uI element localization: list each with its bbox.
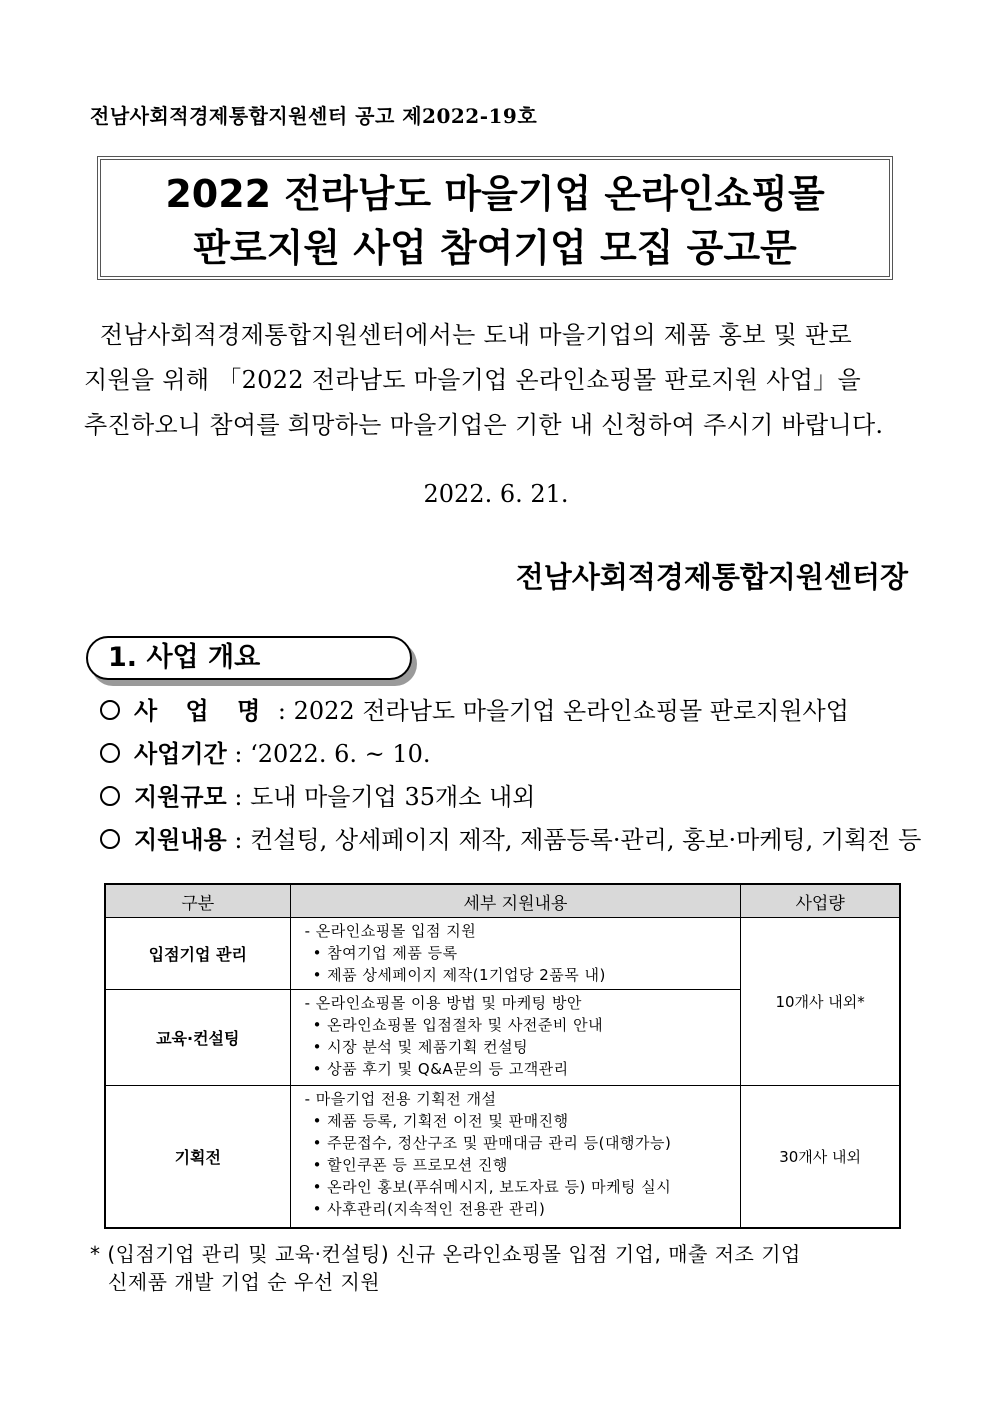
header-amount: 사업량 [741,884,900,918]
footnote [90,1240,910,1296]
detail-line: • 주문접수, 정산구조 및 판매대금 관리 등(대행가능) [312,1134,672,1152]
row-category: 교육·컨설팅 [105,990,290,1086]
intro-line-3: 추진하오니 참여를 희망하는 마을기업은 기한 내 신청하여 주시기 바랍니다. [84,411,884,439]
detail-line: • 제품 등록, 기획전 이전 및 판매진행 [312,1112,569,1130]
overview-key: 사업기간 [134,740,227,768]
row-details [290,990,741,1086]
intro-paragraph [84,313,910,448]
detail-line: • 시장 분석 및 제품기획 컨설팅 [312,1038,529,1056]
overview-key: 지원규모 [134,783,227,811]
overview-value: : 도내 마을기업 35개소 내외 [234,783,536,811]
intro-line-1-text: 전남사회적경제통합지원센터에서는 도내 마을기업의 제품 홍보 및 판로 [99,321,852,349]
detail-line: - 온라인쇼핑몰 입점 지원 [304,922,477,940]
row-category: 기획전 [105,1086,290,1228]
announcement-date: 2022. 6. 21. [423,480,569,508]
detail-line: • 온라인쇼핑몰 입점절차 및 사전준비 안내 [312,1016,604,1034]
overview-item-content [100,819,922,862]
issuer-name: 전남사회적경제통합지원센터장 [515,560,908,594]
row-amount: 30개사 내외 [741,1086,900,1228]
overview-list [100,690,922,862]
row-category: 입점기업 관리 [105,918,290,990]
overview-item-period [100,733,910,776]
detail-line: • 할인쿠폰 등 프로모션 진행 [312,1156,508,1174]
overview-key: 사 업 명 [134,697,271,725]
table-row [105,918,900,990]
detail-line: • 온라인 홍보(푸쉬메시지, 보도자료 등) 마케팅 실시 [312,1178,672,1196]
table-row [105,1086,900,1228]
document-title [97,156,893,280]
announcement-number: 전남사회적경제통합지원센터 공고 제2022-19호 [90,104,538,128]
circle-bullet-icon [100,700,120,720]
overview-value: : ‘2022. 6. ~ 10. [234,740,431,768]
overview-item-scale [100,776,910,819]
circle-bullet-icon [100,829,120,849]
row-amount: 10개사 내외* [741,918,900,1086]
row-details [290,918,741,990]
footnote-line-2: 신제품 개발 기업 순 우선 지원 [108,1270,381,1294]
header-details: 세부 지원내용 [290,884,741,918]
detail-line: - 마을기업 전용 기획전 개설 [304,1090,497,1108]
table-header-row [105,884,900,918]
header-category: 구분 [105,884,290,918]
detail-line: • 사후관리(지속적인 전용관 관리) [312,1200,546,1218]
overview-key: 지원내용 [134,826,227,854]
circle-bullet-icon [100,786,120,806]
intro-line-2: 지원을 위해 「2022 전라남도 마을기업 온라인쇼핑몰 판로지원 사업」을 [84,366,861,394]
support-table [104,883,901,1229]
detail-line: • 상품 후기 및 Q&A문의 등 고객관리 [312,1060,569,1078]
footnote-line-1: * (입점기업 관리 및 교육·컨설팅) 신규 온라인쇼핑몰 입점 기업, 매출 저조 기업 [90,1242,801,1266]
row-details [290,1086,741,1228]
detail-line: • 참여기업 제품 등록 [312,944,458,962]
intro-line-1 [84,313,910,358]
detail-line: • 제품 상세페이지 제작(1기업당 2품목 내) [312,966,606,984]
overview-value: : 2022 전라남도 마을기업 온라인쇼핑몰 판로지원사업 [277,697,849,725]
section-1-heading: 1. 사업 개요 [86,636,412,680]
title-line-2: 판로지원 사업 참여기업 모집 공고문 [193,226,797,270]
overview-item-name [100,690,910,733]
title-line-1: 2022 전라남도 마을기업 온라인쇼핑몰 [165,172,825,216]
detail-line: - 온라인쇼핑몰 이용 방법 및 마케팅 방안 [304,994,582,1012]
circle-bullet-icon [100,743,120,763]
overview-value: : 컨설팅, 상세페이지 제작, 제품등록·관리, 홍보·마케팅, 기획전 등 [234,826,922,854]
